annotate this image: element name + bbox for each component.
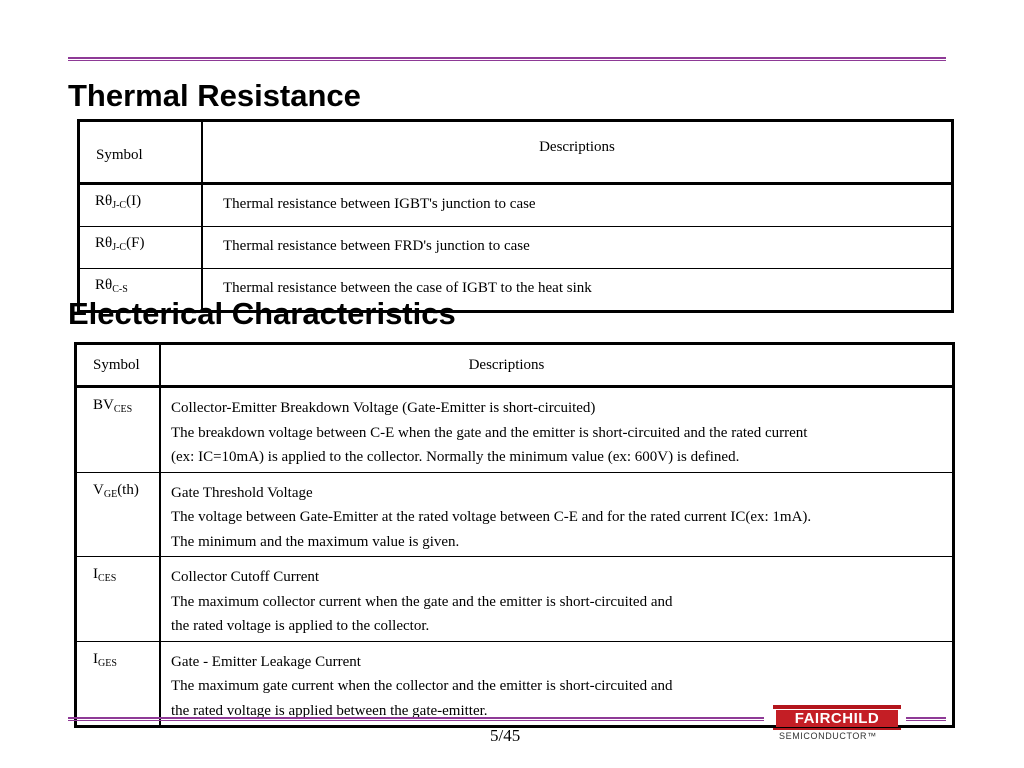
description-heading: Gate - Emitter Leakage Current bbox=[171, 653, 361, 670]
description-line: the rated voltage is applied to the collector. bbox=[171, 618, 430, 634]
symbol-cell: $I_{GES}$ bbox=[76, 641, 161, 727]
description-line: (ex: IC=10mA) is applied to the collector. Normally the minimum value (ex: 600V) is defined. bbox=[171, 449, 740, 465]
table-row bbox=[76, 557, 954, 642]
thermal-title: Thermal Resistance bbox=[68, 78, 361, 113]
description-cell bbox=[160, 557, 954, 642]
symbol-cell: $BV_{CES}$ bbox=[76, 387, 161, 473]
symbol-cell: $I_{CES}$ bbox=[76, 557, 161, 642]
description-line: The voltage between Gate-Emitter at the rated voltage between C-E and for the rated current IC(ex: 1mA). bbox=[171, 509, 812, 525]
description-line: The minimum and the maximum value is given. bbox=[171, 533, 460, 550]
description-cell: Thermal resistance between FRD's junction to case bbox=[202, 227, 953, 269]
description-heading: Collector Cutoff Current bbox=[171, 569, 320, 585]
logo-bar-mid bbox=[773, 728, 901, 730]
table-header bbox=[79, 121, 953, 184]
description-line: the rated voltage is applied between the gate-emitter. bbox=[171, 702, 488, 719]
bottom-rule-left bbox=[68, 717, 764, 721]
logo-wordmark: FAIRCHILD bbox=[776, 710, 898, 727]
thermal-table bbox=[77, 119, 954, 313]
electrical-table bbox=[74, 342, 955, 728]
fairchild-logo bbox=[773, 705, 903, 747]
description-cell: Thermal resistance between IGBT's junction to case bbox=[202, 184, 953, 227]
symbol-cell: $R\theta_{J-C}(F)$ bbox=[79, 227, 203, 269]
description-cell bbox=[160, 472, 954, 557]
table-row bbox=[76, 387, 954, 473]
top-rule bbox=[68, 57, 946, 61]
page-number: 5/45 bbox=[490, 726, 521, 745]
description-cell bbox=[160, 387, 954, 473]
table-row bbox=[76, 472, 954, 557]
symbol-header: Symbol bbox=[76, 344, 161, 387]
description-line: The maximum gate current when the collector and the emitter is short-circuited and bbox=[171, 678, 673, 694]
symbol-cell: $R\theta_{C-S}$ bbox=[79, 269, 203, 312]
description-line: The breakdown voltage between C-E when the gate and the emitter is short-circuited and the rated current bbox=[171, 424, 808, 441]
symbol-header: Symbol bbox=[79, 121, 203, 184]
table-header bbox=[76, 344, 954, 387]
table-row bbox=[79, 184, 953, 227]
descriptions-header: Descriptions bbox=[160, 344, 954, 387]
description-heading: Collector-Emitter Breakdown Voltage (Gate-Emitter is short-circuited) bbox=[171, 400, 596, 416]
logo-bar-top bbox=[773, 705, 901, 709]
descriptions-header: Descriptions bbox=[202, 121, 953, 184]
symbol-cell: $V_{GE}(th)$ bbox=[76, 472, 161, 557]
description-heading: Gate Threshold Voltage bbox=[171, 484, 313, 501]
symbol-cell: $R\theta_{J-C}(I)$ bbox=[79, 184, 203, 227]
table-row bbox=[79, 227, 953, 269]
bottom-rule-right bbox=[906, 717, 946, 721]
description-cell: Thermal resistance between the case of IGBT to the heat sink bbox=[223, 280, 592, 296]
electrical-title: Electerical Characteristics bbox=[68, 296, 456, 331]
logo-subtitle: SEMICONDUCTOR™ bbox=[779, 731, 877, 741]
description-line: The maximum collector current when the gate and the emitter is short-circuited and bbox=[171, 593, 673, 610]
